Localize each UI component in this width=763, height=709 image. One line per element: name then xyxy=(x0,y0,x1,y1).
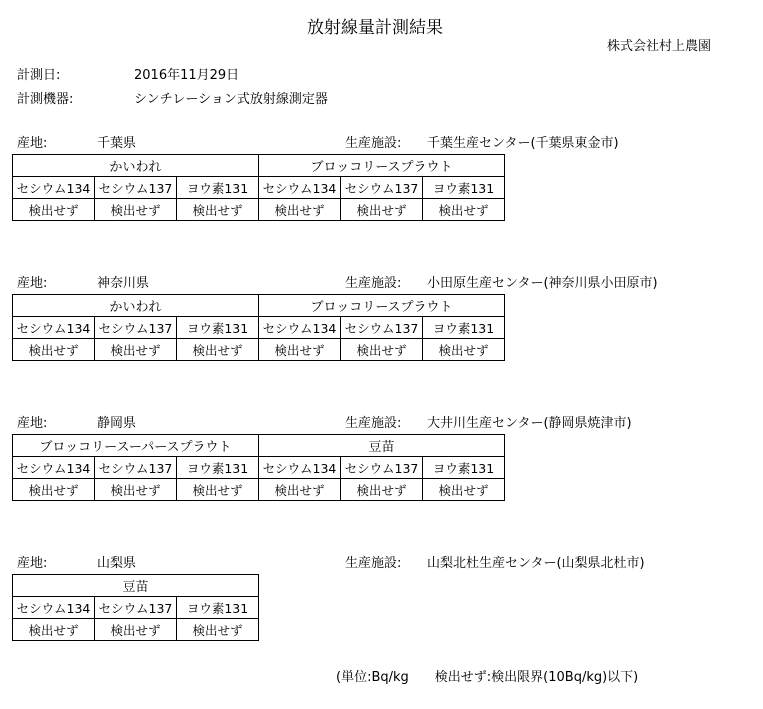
column-header: セシウム134 xyxy=(259,317,341,339)
result-cell: 検出せず xyxy=(259,479,341,501)
result-cell: 検出せず xyxy=(341,339,423,361)
column-header: ヨウ素131 xyxy=(423,177,505,199)
facility-value: 大井川生産センター(静岡県焼津市) xyxy=(427,416,632,431)
origin-label: 産地: xyxy=(17,416,48,431)
result-cell: 検出せず xyxy=(95,619,177,641)
origin-label: 産地: xyxy=(17,276,48,291)
column-header: セシウム137 xyxy=(341,317,423,339)
result-cell: 検出せず xyxy=(259,199,341,221)
result-cell: 検出せず xyxy=(177,199,259,221)
result-cell: 検出せず xyxy=(341,199,423,221)
column-header: ヨウ素131 xyxy=(423,317,505,339)
result-cell: 検出せず xyxy=(13,339,95,361)
item-name: かいわれ xyxy=(13,295,259,317)
column-header: セシウム137 xyxy=(95,457,177,479)
results-table xyxy=(12,574,259,641)
results-table xyxy=(12,294,505,361)
facility-label: 生産施設: xyxy=(345,136,402,151)
result-cell: 検出せず xyxy=(95,339,177,361)
facility-label: 生産施設: xyxy=(345,276,402,291)
table-row xyxy=(13,457,505,479)
column-header: ヨウ素131 xyxy=(423,457,505,479)
column-header: セシウム134 xyxy=(13,317,95,339)
facility-value: 千葉生産センター(千葉県東金市) xyxy=(427,136,619,151)
result-cell: 検出せず xyxy=(13,619,95,641)
table-row xyxy=(13,597,259,619)
column-header: ヨウ素131 xyxy=(177,177,259,199)
item-name: ブロッコリースプラウト xyxy=(259,295,505,317)
table-row xyxy=(13,575,259,597)
column-header: セシウム137 xyxy=(341,177,423,199)
column-header: セシウム137 xyxy=(95,177,177,199)
column-header: セシウム134 xyxy=(13,457,95,479)
result-cell: 検出せず xyxy=(95,199,177,221)
result-cell: 検出せず xyxy=(177,479,259,501)
device-label: 計測機器: xyxy=(17,92,74,107)
unit-footnote: (単位:Bq/kg 検出せず:検出限界(10Bq/kg)以下) xyxy=(336,670,639,685)
table-row xyxy=(13,619,259,641)
table-row xyxy=(13,435,505,457)
result-cell: 検出せず xyxy=(341,479,423,501)
facility-value: 小田原生産センター(神奈川県小田原市) xyxy=(427,276,658,291)
result-cell: 検出せず xyxy=(423,199,505,221)
column-header: セシウム137 xyxy=(341,457,423,479)
results-table xyxy=(12,434,505,501)
item-name: 豆苗 xyxy=(13,575,259,597)
column-header: セシウム134 xyxy=(259,457,341,479)
table-row xyxy=(13,177,505,199)
origin-value: 山梨県 xyxy=(97,556,137,571)
item-name: ブロッコリースプラウト xyxy=(259,155,505,177)
result-cell: 検出せず xyxy=(423,479,505,501)
result-cell: 検出せず xyxy=(177,339,259,361)
result-cell: 検出せず xyxy=(95,479,177,501)
column-header: ヨウ素131 xyxy=(177,317,259,339)
date-label: 計測日: xyxy=(17,68,61,83)
column-header: ヨウ素131 xyxy=(177,457,259,479)
item-name: かいわれ xyxy=(13,155,259,177)
origin-value: 千葉県 xyxy=(97,136,137,151)
item-name: ブロッコリースーパースプラウト xyxy=(13,435,259,457)
column-header: セシウム137 xyxy=(95,317,177,339)
column-header: セシウム134 xyxy=(259,177,341,199)
date-value: 2016年11月29日 xyxy=(134,68,240,83)
result-cell: 検出せず xyxy=(177,619,259,641)
facility-value: 山梨北杜生産センター(山梨県北杜市) xyxy=(427,556,645,571)
column-header: セシウム134 xyxy=(13,177,95,199)
result-cell: 検出せず xyxy=(13,199,95,221)
table-row xyxy=(13,317,505,339)
result-cell: 検出せず xyxy=(423,339,505,361)
table-row xyxy=(13,295,505,317)
result-cell: 検出せず xyxy=(13,479,95,501)
results-table xyxy=(12,154,505,221)
origin-label: 産地: xyxy=(17,556,48,571)
item-name: 豆苗 xyxy=(259,435,505,457)
page-title: 放射線量計測結果 xyxy=(307,18,443,38)
table-row xyxy=(13,199,505,221)
column-header: ヨウ素131 xyxy=(177,597,259,619)
facility-label: 生産施設: xyxy=(345,556,402,571)
table-row xyxy=(13,339,505,361)
origin-value: 神奈川県 xyxy=(97,276,150,291)
origin-value: 静岡県 xyxy=(97,416,137,431)
result-cell: 検出せず xyxy=(259,339,341,361)
company-name: 株式会社村上農園 xyxy=(607,39,712,54)
column-header: セシウム137 xyxy=(95,597,177,619)
device-value: シンチレーション式放射線測定器 xyxy=(134,92,328,107)
table-row xyxy=(13,155,505,177)
column-header: セシウム134 xyxy=(13,597,95,619)
facility-label: 生産施設: xyxy=(345,416,402,431)
origin-label: 産地: xyxy=(17,136,48,151)
table-row xyxy=(13,479,505,501)
